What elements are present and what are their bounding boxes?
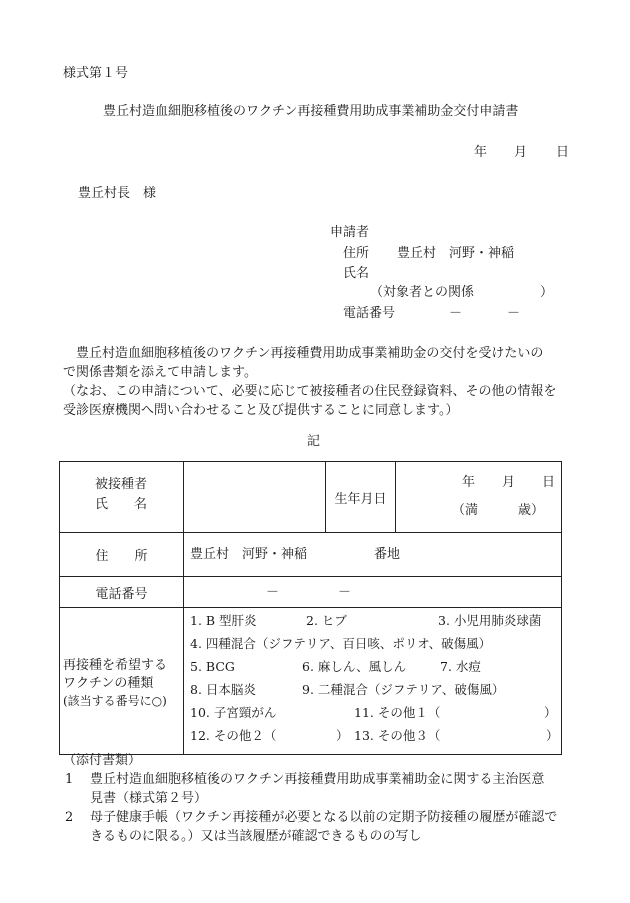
attachment-text: きるものに限る。）又は当該履歴が確認できるものの写し [90,829,422,844]
address-label: 住 所 [60,533,184,577]
age-open: （満 [452,503,479,518]
vaccine-option-4[interactable]: 4. 四種混合（ジフテリア、百日咳、ポリオ、破傷風） [190,636,492,651]
recipient-name-label: 氏 名 [95,497,148,512]
vaccine-instruction: (該当する番号に○) [63,694,167,708]
address-field[interactable] [184,533,562,577]
vaccine-option-5[interactable]: 5. BCG [190,659,235,674]
applicant-heading: 申請者 [330,225,370,240]
body-line: （なお、この申請について、必要に応じて被接種者の住民登録資料、その他の情報を [63,384,557,399]
form-number: 様式第１号 [63,66,129,81]
applicant-address-label: 住所 [343,246,370,261]
vaccine-options-cell [184,608,562,755]
birth-year: 年 [462,475,476,490]
vaccine-option-7[interactable]: 7. 水痘 [440,659,481,674]
applicant-address-value: 豊丘村 河野・神稲 [397,246,515,261]
attachments-heading: （添付書類） [63,753,142,768]
phone-label: 電話番号 [60,577,184,608]
applicant-name-label: 氏名 [343,266,370,281]
vaccine-label: ワクチンの種類 [63,676,154,691]
vaccine-label-cell [60,608,184,755]
body-line: で関係書類を添えて申請します。 [63,365,257,380]
application-table [59,461,562,755]
age-close: 歳） [518,503,545,518]
phone-dash: － [338,585,352,600]
phone-field[interactable] [184,577,562,608]
date-day: 日 [556,145,570,160]
attachment-number: 2 [65,810,74,825]
vaccine-option-13[interactable]: 13. その他３（ [354,728,441,743]
applicant-phone-dash: － [449,306,463,321]
date-year: 年 [474,145,488,160]
attachment-text: 母子健康手帳（ワクチン再接種が必要となる以前の定期予防接種の履歴が確認で [90,810,558,825]
applicant-relation-close: ） [540,285,554,300]
address-suffix: 番地 [374,547,401,562]
birth-day: 日 [542,475,556,490]
recipient-name-label-cell [60,462,184,533]
vaccine-option-3[interactable]: 3. 小児用肺炎球菌 [438,613,542,628]
ki-heading: 記 [307,434,321,449]
birth-date-label: 生年月日 [326,462,396,533]
birth-month: 月 [502,475,516,490]
birth-date-field[interactable] [396,462,562,533]
addressee: 豊丘村長 様 [78,186,157,201]
attachment-text: 見書（様式第２号） [90,791,208,806]
applicant-relation-open: （対象者との関係 [370,285,475,300]
vaccine-option-10[interactable]: 10. 子宮頸がん [190,705,277,720]
body-line: 豊丘村造血細胞移植後のワクチン再接種費用助成事業補助金の交付を受けたいの [76,346,544,361]
attachment-text: 豊丘村造血細胞移植後のワクチン再接種費用助成事業補助金に関する主治医意 [90,772,545,787]
address-value: 豊丘村 河野・神稲 [190,547,308,562]
vaccine-option-1[interactable]: 1. B 型肝炎 [190,613,257,628]
vaccine-option-13-close: ） [546,728,559,743]
vaccine-option-6[interactable]: 6. 麻しん、風しん [302,659,407,674]
date-month: 月 [514,145,528,160]
vaccine-option-11-close: ） [544,705,557,720]
vaccine-label: 再接種を希望する [63,658,168,673]
vaccine-option-12[interactable]: 12. その他２（ [190,728,277,743]
attachment-number: 1 [65,772,74,787]
vaccine-option-12-close: ） [336,728,349,743]
vaccine-option-2[interactable]: 2. ヒブ [306,613,347,628]
phone-dash: － [266,585,280,600]
body-line: 受診医療機関へ問い合わせること及び提供することに同意します。） [63,403,459,418]
recipient-name-field[interactable] [184,462,326,533]
vaccine-option-8[interactable]: 8. 日本脳炎 [190,682,256,697]
vaccine-option-11[interactable]: 11. その他１（ [354,705,441,720]
document-title: 豊丘村造血細胞移植後のワクチン再接種費用助成事業補助金交付申請書 [103,104,519,119]
vaccine-option-9[interactable]: 9. 二種混合（ジフテリア、破傷風） [302,682,505,697]
applicant-phone-label: 電話番号 [343,306,396,321]
applicant-phone-dash: － [507,306,521,321]
recipient-label: 被接種者 [95,477,148,492]
